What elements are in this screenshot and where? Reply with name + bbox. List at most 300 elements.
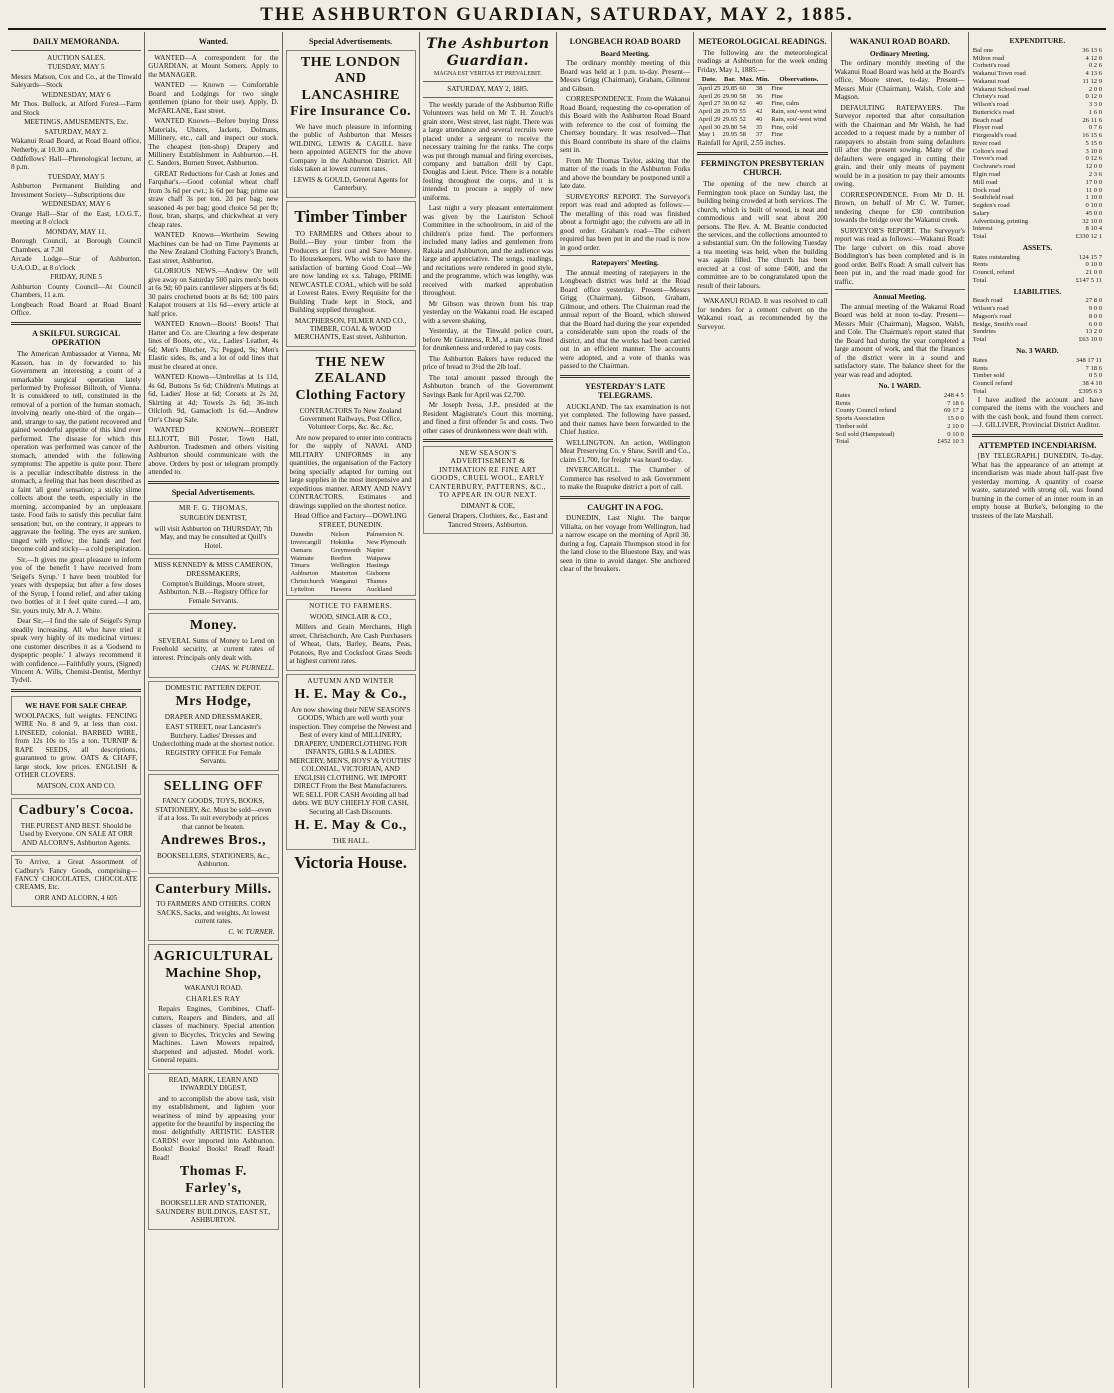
fancy-goods-ad <box>11 855 141 907</box>
canterbury-heading: Canterbury Mills. <box>155 881 272 897</box>
column-1 <box>8 32 145 1388</box>
article-paragraph: Sir,—It gives me great pleasure to inform you of the benefit I have received from 'Seigel's Syrup.' I have been troubled for years with dyspepsia; but after a few doses of the Syrup, I found relief, and after taking two bottles of it I feel quite cured.—I am, Sir, yours truly, Mr A. J. White. <box>11 555 142 615</box>
table-row <box>835 400 965 408</box>
cell: Corbett's road <box>972 62 1010 70</box>
hodge-ad <box>148 681 278 771</box>
wanted-ad: WANTED — Known — Comfortable Board and Lodgings for two single gentlemen (piano for their use). Apply, D. McFARLANE, East street. <box>148 81 279 115</box>
branch: New Plymouth <box>366 539 407 547</box>
cell: 54 <box>739 123 746 131</box>
cell: Wilson's road <box>972 101 1009 109</box>
hodge-name: Mrs Hodge, <box>175 694 252 710</box>
branch: Waipawa <box>366 554 391 562</box>
cell: 0 5 0 <box>1088 372 1102 380</box>
cell: 1 6 0 <box>1088 108 1102 116</box>
read-body: and to accomplish the above task, visit my establishment, and lighten your weariness of mind by appeasing your appetite for the beautiful by inspecting the most delightfully ARTISTIC EASTER CARDS! ever imported into Ashburton. Books! Books! Books! Read! Read! Read! <box>152 1094 275 1162</box>
cell: 38 4 10 <box>1082 380 1102 388</box>
table-row <box>972 62 1103 70</box>
column-6 <box>694 32 831 1388</box>
cell: April 25 <box>698 84 721 92</box>
table-row <box>972 117 1103 125</box>
wakanui-paragraph: CORRESPONDENCE. From Mr D. H. Brown, on behalf of Mr C. W. Turner, tendering cheque for £30 contribution towards the bridge over the Wakanui creek. <box>834 190 965 225</box>
table-row <box>972 261 1103 269</box>
wanted-ad: WANTED Known—Umbrellas at 1s 11d, 4s 6d, Buttons 5s 6d; Children's Mutings at 6d, Ladies' Hose at 6d; Corsets at 2s 2d, Skirting at 4d; Towels 2s 6d; 36-inch Oilcloth 9d, Gamacloth 1s 6d.—Andrew Orr's Cheap Sale. <box>148 373 279 424</box>
branch: Lyttelton <box>290 585 315 593</box>
cell: April 28 <box>698 108 721 116</box>
cell: 35 <box>755 123 763 131</box>
branch: Masterton <box>330 570 358 578</box>
cell: Soil sold (Hampstead) <box>835 430 895 438</box>
money-ad <box>148 613 278 677</box>
branch: Wanganui <box>330 577 358 585</box>
table-row <box>835 415 965 423</box>
wanted-ad: GREAT Reductions for Cash at Jones and Farquhar's.—Good colonial wheat chaff from 3s 6d per cwt.; ls 6d per bag; prime oat straw chaff 3s per ton. 2d per bag; new seasoned 4s per bag; good choice 5d per lb; flour, bran, sharps, and chickwheat at very cheap rates. <box>148 169 279 229</box>
read-heading: READ, MARK, LEARN AND INWARDLY DIGEST, <box>168 1075 258 1093</box>
ward-heading: No. 1 WARD. <box>878 381 921 391</box>
table-row <box>972 225 1103 233</box>
newspaper-columns <box>8 32 1106 1388</box>
table-row <box>972 277 1103 285</box>
table-row <box>972 194 1103 202</box>
timber-heading: Timber Timber <box>294 206 407 226</box>
memo-item: Borough Council, at Borough Council Chambers, at 7.30 <box>11 237 142 254</box>
canterbury-signature: C. W. TURNER. <box>228 927 275 936</box>
cell: 36 13 6 <box>1082 46 1102 54</box>
cell: 36 <box>755 92 763 100</box>
branch: Nelson <box>330 531 350 539</box>
table-row <box>697 100 827 108</box>
paper-date: SATURDAY, MAY 2, 1885. <box>447 85 529 94</box>
news-paragraph: The total amount passed through the Ashburton branch of the Government Savings Bank for April was £2,700. <box>422 373 553 399</box>
memo-item: AUCTION SALES. <box>47 53 106 62</box>
table-row <box>972 372 1103 380</box>
table-row <box>972 380 1103 388</box>
longbeach-heading: LONGBEACH ROAD BOARD <box>569 37 681 46</box>
longbeach-paragraph: From Mr Thomas Taylor, asking that the matter of the roads in the Ashburton Forks and above the boundary be postponed until a late date. <box>560 156 691 191</box>
ratepayers-heading: Ratepayers' Meeting. <box>591 258 659 268</box>
cell: 26 11 6 <box>1082 116 1102 124</box>
branch: Reefton <box>330 554 352 562</box>
cell: Timber sold <box>835 422 868 430</box>
column-8 <box>969 32 1106 1388</box>
branch: Ashburton <box>290 570 319 578</box>
cell: 248 4 5 <box>943 391 964 399</box>
table-row <box>835 392 965 400</box>
column-7 <box>832 32 969 1388</box>
cell: Colton's road <box>972 147 1008 155</box>
cell: Rents <box>835 399 851 407</box>
wakanui-heading: WAKANUI ROAD BOARD. <box>849 37 950 46</box>
memo-item: Ashburton Permanent Building and Investment Society—Subscriptions due <box>11 182 142 199</box>
cell: 32 10 0 <box>1082 217 1102 225</box>
farley-name: Thomas F. Farley's, <box>179 1164 247 1196</box>
ratepayers-body: The annual meeting of ratepayers in the Longbeach district was held at the Road Board office yesterday. Present—Messrs Grigg (Chairman), Gibson, Graham, Gilmour, and others. The Chairman read the annual report of the Board, which showed that the Board had during the year expended a considerable sum upon the roads of the district, and that the works had been carried out in an efficient manner. The accounts were adopted, and a vote of thanks was passed to the Chairman. <box>560 268 691 371</box>
branch: Dunedin <box>290 531 314 539</box>
news-paragraph: Mr Joseph Ivess, J.P., presided at the Resident Magistrate's Court this morning, and fined a first offender 5s and costs. Two other cases of drunkenness were dealt with. <box>422 401 553 435</box>
cell: Total <box>972 387 987 395</box>
cell: 62 <box>739 100 746 108</box>
table-row <box>972 148 1103 156</box>
cell: Wakanui School road <box>972 85 1030 93</box>
cell: 13 2 0 <box>1085 328 1102 336</box>
cell: Cochrane's road <box>972 163 1016 171</box>
clothing-signature: Head Office and Factory—DOWLING STREET, DUNEDIN. <box>294 512 407 529</box>
table-row <box>972 171 1103 179</box>
table-row <box>972 269 1103 277</box>
assets-heading: ASSETS. <box>1022 242 1053 252</box>
cell: 3 3 0 <box>1088 101 1102 109</box>
cell: 9 0 0 <box>1088 305 1102 313</box>
table-row <box>972 55 1103 63</box>
table-row <box>972 321 1103 329</box>
cell: Fine, calm <box>771 100 800 108</box>
ad-body: THE PUREST AND BEST. Should be Used by Everyone. ON SALE AT ORR AND ALCORN'S, Ashburton Agents. <box>19 821 133 847</box>
ad-heading: Cadbury's Cocoa. <box>18 803 134 819</box>
table-row <box>835 423 965 431</box>
fire-heading: THE LONDON AND LANCASHIRE Fire Insurance Co. <box>290 54 412 120</box>
cell: Total <box>972 336 987 344</box>
table-row <box>697 116 827 124</box>
cell: 40 <box>755 115 763 123</box>
table-row <box>972 78 1103 86</box>
wakanui-paragraph: The ordinary monthly meeting of the Wakanui Road Board was held at the Board's office, Moore street, to-day. Present—Messrs Muir (Chairman), Walsh, Cole and Magson. <box>834 59 965 102</box>
cell: Magson's road <box>972 312 1012 320</box>
cell: 29.65 <box>722 115 738 123</box>
branch: Christchurch <box>290 577 325 585</box>
may-body: Are now showing their NEW SEASON'S GOODS, Which are well worth your inspection. They comprise the Newest and Best of every kind of MILLINERY, DRAPERY, UNDERCLOTHING FOR INFANTS, GIRLS & LADIES. MERCERY, MEN'S, BOYS' & YOUTHS' COLONIAL, VICTORIAN, AND ENGLISH CLOTHING. WE IMPORT DIRECT From the Best Manufacturers. WE SELL FOR CASH Avoiding all bad debts. WE BUY CHIEFLY FOR CASH, Securing all Cash Discounts. <box>289 705 412 816</box>
meteorological-intro: The following are the meteorological readings at Ashburton for the week ending Friday, May 1, 1885:— <box>697 48 828 74</box>
machine-body: Repairs Engines, Combines, Chaff-cutters, Reapers and Binders, and all classes of machinery. Special attention given to Bicycles, Tricycles and Sewing Machines. Lawn Mowers repaired, sharpened and adjusted. Model work. General repairs. <box>152 1005 275 1065</box>
memo-item: TUESDAY, MAY 5 <box>47 63 105 72</box>
table-row <box>972 313 1103 321</box>
cell: 29.85 <box>722 84 738 92</box>
assets-table <box>972 254 1103 285</box>
selling-body: FANCY GOODS, TOYS, BOOKS, STATIONERY, &c. Must be sold—even if at a loss. To suit everybody at prices that cannot be beaten. <box>155 797 272 831</box>
cell: Timber sold <box>972 372 1005 380</box>
memo-item: WEDNESDAY, MAY 6 <box>41 90 111 99</box>
cell: Total <box>972 276 987 284</box>
branches-table <box>290 531 412 593</box>
fire-insurance-ad <box>286 50 416 198</box>
machine-heading: AGRICULTURAL Machine Shop, <box>153 949 274 981</box>
wakanui-paragraph: DEFAULTING RATEPAYERS. The Surveyor reported that after consultation with the Chairman and Mr Walsh, he had acceded to a request made by a number of ratepayers to abstain from suing defaulters till after the present sowing. Many of the defaulters were engaged in cutting their grain, and their only means of payment would be in a position to pay their amounts owing. <box>834 103 965 189</box>
branch: Hawera <box>330 585 352 593</box>
table-row <box>972 328 1103 336</box>
liabilities-table <box>972 297 1103 344</box>
branch: Greymouth <box>330 546 361 554</box>
cell: 4 13 6 <box>1085 70 1102 78</box>
cell: Sundries <box>972 328 996 336</box>
audit-note: I have audited the account and have compared the items with the vouchers and with the cash book, and found them correct.—J. GILLIVER, Provincial District Auditor. <box>971 395 1103 430</box>
cell: £63 10 0 <box>1078 336 1102 344</box>
special-ads-heading: Special Advertisements. <box>309 37 393 46</box>
table-row <box>972 155 1103 163</box>
column-3 <box>283 32 420 1388</box>
cell: £147 5 11 <box>1075 276 1102 284</box>
branch: Oamaru <box>290 546 312 554</box>
memo-item: Ashburton County Council—At Council Chambers, 11 a.m. <box>11 282 142 300</box>
cell: Rates <box>835 391 851 399</box>
table-header: Min. <box>755 76 770 84</box>
column-4 <box>420 32 557 1388</box>
table-row <box>835 407 965 415</box>
table-row <box>972 365 1103 373</box>
memo-item: MEETINGS, AMUSEMENTS, Etc. <box>24 118 129 127</box>
memo-list <box>11 54 141 318</box>
money-signature: CHAS. W. PURNELL. <box>211 664 275 673</box>
branch: Invercargill <box>290 539 322 547</box>
cell: 0 12 0 <box>1085 93 1102 101</box>
cell: Ployer road <box>972 124 1004 132</box>
money-body: SEVERAL Sums of Money to Lend on Freehold security, at current rates of interest. Principals only dealt with. <box>152 636 275 662</box>
cell: Sports Association <box>835 415 885 423</box>
cell: Rates outstanding <box>972 253 1020 261</box>
cadbury-ad <box>11 798 141 852</box>
branch: Thames <box>366 577 388 585</box>
cell: 12 0 0 <box>1085 163 1102 171</box>
wood-heading: NOTICE TO FARMERS. <box>309 602 393 611</box>
table-row <box>835 438 965 446</box>
liabilities-heading: LIABILITIES. <box>1013 286 1062 296</box>
cell: Rates <box>972 356 988 364</box>
branch: Hastings <box>366 562 390 570</box>
hodge-title: DRAPER AND DRESSMAKER, <box>164 712 262 721</box>
cell: April 27 <box>698 100 721 108</box>
news-paragraph: The Ashburton Bakers have reduced the price of bread to 3½d the 2lb loaf. <box>422 354 553 372</box>
cell: April 29 <box>698 115 721 123</box>
timber-signature: MACPHERSON, FILMER AND CO., TIMBER, COAL & WOOD MERCHANTS, East street, Ashburton. <box>294 316 408 342</box>
table-row <box>697 124 827 132</box>
cell: Beach road <box>972 297 1003 305</box>
table-row <box>972 124 1103 132</box>
andrewes-body: BOOKSELLERS, STATIONERS, &c., Ashburton. <box>156 851 270 869</box>
table-row <box>972 297 1103 305</box>
memo-item: FRIDAY, JUNE 5 <box>50 273 102 282</box>
cell: 6 0 0 <box>1088 320 1102 328</box>
cell: 124 15 7 <box>1078 253 1102 261</box>
column-5 <box>557 32 694 1388</box>
memo-item: Wakanui Road Board, at Road Board office, Netherby, at 10.30 a.m. <box>11 137 142 154</box>
cell: Rain, sou'-west wind <box>771 115 827 123</box>
ward3-heading: No. 3 WARD. <box>1016 346 1059 355</box>
machine-shop-ad <box>148 944 278 1069</box>
clothing-sub: CONTRACTORS To New Zealand Government Railways, Post Office, Volunteer Corps, &c. &c. &c. <box>299 406 402 432</box>
dentist-title: SURGEON DENTIST, <box>179 514 247 523</box>
cell: 38 <box>755 84 763 92</box>
table-row <box>972 70 1103 78</box>
selling-off-ad <box>148 774 278 874</box>
cell: £395 6 3 <box>1078 387 1102 395</box>
longbeach-paragraph: CORRESPONDENCE. From the Wakanui Road Board, requesting the co-operation of this Board with the Ashburton Road Board with reference to the cost of forming the Chertsey boundary. It was resolved—That this Board contribute its share of the claims sent in. <box>560 95 691 155</box>
church-heading: FERMINGTON PRESBYTERIAN CHURCH. <box>700 158 825 178</box>
paper-title: The Ashburton Guardian. <box>426 36 550 69</box>
cell: Wakanui road <box>972 77 1010 85</box>
memo-item: Messrs Matson, Cox and Co., at the Tinwald Saleyards—Stock <box>11 72 142 90</box>
machine-sub: WAKANUI ROAD. <box>184 984 243 993</box>
ad-body: WOOLPACKS, full weights. FENCING WIRE No. 8 and 9, at less than cost. LINSEED, colonial. BARBED WIRE, from 12s 10s to 15s a ton. TURNIP & RAPE SEEDS, all descriptions, guaranteed to grow. OATS & CHAFF, large stock, low prices. ENGLISH & OTHER CLOVERS. <box>15 711 138 780</box>
cell: £452 10 3 <box>937 438 964 446</box>
cell: 16 15 6 <box>1082 132 1102 140</box>
cell: 8 10 4 <box>1085 225 1102 233</box>
cell: 0 2 6 <box>1088 62 1102 70</box>
wanted-ad: WANTED Known—Boots! Boots! That Hatter and Co. are Clearing a few desperate lines of Boots, etc., viz., Ladies' Leather, 4s 6d; Men's Blucher, 7s; Pegged, 9s; Men's Elastic sides, 8s, and a lot of odd lines that must be cleared at once. <box>148 320 279 371</box>
cell: Elgin road <box>972 170 1001 178</box>
cell: 69 17 2 <box>943 407 964 415</box>
ward1-table <box>835 392 965 446</box>
cell: 42 <box>755 108 763 116</box>
cell: 60 <box>739 84 746 92</box>
table-row <box>697 131 827 139</box>
table-row <box>972 187 1103 195</box>
annual-meeting-heading: Annual Meeting. <box>873 292 927 301</box>
dentist-ad <box>148 501 278 555</box>
cell: Fine <box>771 84 783 92</box>
cell: 52 <box>739 115 746 123</box>
cell: 29.70 <box>722 108 738 116</box>
cell: May 1 <box>698 131 716 139</box>
surgical-operation-heading: A SKILFUL SURGICAL OPERATION <box>31 328 121 348</box>
cell: 11 0 0 <box>1085 186 1102 194</box>
cell: River road <box>972 139 1001 147</box>
table-row <box>972 47 1103 55</box>
ad-body: To Arrive, a Great Assortment of Cadbury's Fancy Goods, comprising—FANCY CHOCOLATES, CHOCOLATE CREAMS, Etc. <box>15 858 138 892</box>
rainfall-note: Rainfall for April, 2.55 inches. <box>697 139 786 148</box>
incendiarism-heading: ATTEMPTED INCENDIARISM. <box>978 440 1097 450</box>
table-row <box>972 86 1103 94</box>
dimant-address: General Drapers, Clothiers, &c., East and Tancred Streets, Ashburton. <box>428 512 548 529</box>
special-ads-heading: Special Advertisements. <box>171 487 255 497</box>
masthead-title: THE ASHBURTON GUARDIAN, SATURDAY, MAY 2, 1885. <box>8 4 1106 30</box>
branch: Napier <box>366 546 385 554</box>
cell: 29.80 <box>722 123 738 131</box>
may-heading: AUTUMN AND WINTER <box>307 676 394 685</box>
cell: Rain, sou'-west wind <box>771 108 827 116</box>
telegram: AUCKLAND. The tax examination is not yet completed. The following have passed, and their names have been forwarded to the Chief Justice. <box>560 402 691 437</box>
table-header: Bar. <box>721 76 738 84</box>
table-row <box>972 132 1103 140</box>
cell: County Council refund <box>835 407 897 415</box>
may-address: THE HALL. <box>332 836 369 845</box>
cell: Rents <box>972 261 988 269</box>
table-row <box>972 233 1103 241</box>
dressmakers-body: Compton's Buildings, Moore street, Ashburton. N.B.—Registry Office for Female Servants. <box>158 579 268 605</box>
table-row <box>972 210 1103 218</box>
cell: 30.00 <box>722 100 738 108</box>
cell: Beach road <box>972 116 1003 124</box>
cell: 0 10 0 <box>1085 202 1102 210</box>
canterbury-mills-ad <box>148 877 278 941</box>
meteorological-table <box>697 76 827 139</box>
cell: 40 <box>755 100 763 108</box>
cell: 29.95 <box>722 131 738 139</box>
victoria-house-heading: Victoria House. <box>294 853 407 873</box>
table-header: Observations. <box>770 76 827 84</box>
cell: Wilson's road <box>972 305 1009 313</box>
cell: 0 10 0 <box>947 430 964 438</box>
cell: Bal one <box>972 46 994 54</box>
cell: Interest <box>972 225 993 233</box>
cell: 4 12 0 <box>1085 54 1102 62</box>
cell: Mill road <box>972 178 998 186</box>
dimant-body: NEW SEASON'S ADVERTISEMENT & INTIMATION RE FINE ART GOODS, CRUEL WOOL, EARLY CANTERBURY, PATTERNS, &C., TO APPEAR IN OUR NEXT. <box>429 449 547 500</box>
cell: Total <box>972 233 987 241</box>
fire-body: We have much pleasure in informing the public of Ashburton that Messrs WILDING, LEWIS & CAGILL have been appointed AGENTS for the above Company in the Ashburton District. All risks taken at lowest current rates. <box>289 122 412 174</box>
dimant-name: DIMANT & COE, <box>460 501 515 510</box>
paper-motto: MAGNA EST VERITAS ET PREVALEBIT. <box>433 71 542 78</box>
wood-name: WOOD, SINCLAIR & CO., <box>309 612 392 621</box>
incendiarism-body: [BY TELEGRAPH.] DUNEDIN, To-day. What has the appearance of an attempt at incendiarism was made about half-past five yesterday morning. A quantity of coarse waste, saturated with strong oil, was found burning in the corner of an inner room in an empty house at Burke's, belonging to the trustees of the late Marshall. <box>971 452 1103 520</box>
dentist-body: will visit Ashburton on THURSDAY, 7th May, and may be consulted at Quill's Hotel. <box>154 524 273 550</box>
cell: £330 12 1 <box>1075 233 1102 241</box>
money-heading: Money. <box>189 618 237 634</box>
table-header: Max. <box>739 76 754 84</box>
dentist-name: MR F. G. THOMAS, <box>178 503 248 512</box>
branch: Palmerston N. <box>366 531 405 539</box>
cell: Trevor's road <box>972 155 1008 163</box>
table-row <box>972 305 1103 313</box>
timber-ad <box>286 201 416 347</box>
dressmakers-ad <box>148 558 278 610</box>
cell: 7 18 6 <box>1085 364 1102 372</box>
news-paragraph: Last night a very pleasant entertainment was given by the Lauriston School Committee in the schoolroom, in aid of the children's prize fund. The performers included many ladies and gentlemen from Rakaia and Ashburton, and the audience was large and appreciative. The songs, readings, and recitations were rendered in good style, and the programme, which was lengthy, was received with marked approbation throughout. <box>422 204 553 298</box>
memo-item: WEDNESDAY, MAY 6 <box>41 200 111 209</box>
memo-item: TUESDAY, MAY 5 <box>47 172 105 181</box>
wanted-ad: WANTED—A correspondent for the GUARDIAN, at Mount Somers. Apply to the MANAGER. <box>148 53 279 79</box>
cell: 2 10 0 <box>947 422 964 430</box>
memo-item: Orange Hall—Star of the East, I.O.G.T., meeting at 8 o'clock <box>11 209 142 227</box>
longbeach-paragraph: SURVEYORS' REPORT. The Surveyor's report was read and adopted as follows:—The metalling of this road was finished about a fortnight ago; the culverts are all in good order. Graham's road—The culvert required has been put in and the road is now in good order. <box>560 192 691 252</box>
memo-item: SATURDAY, MAY 2. <box>44 127 108 136</box>
cell: Council, refund <box>972 269 1015 277</box>
dressmakers-name: MISS KENNEDY & MISS CAMERON, DRESSMAKERS, <box>154 561 273 578</box>
cell: 8 0 0 <box>1088 312 1102 320</box>
cell: Fine <box>771 92 783 100</box>
wood-body: Millers and Grain Merchants, High street, Christchurch, Are Cash Purchasers of Wheat, Oats, Barley, Beans, Peas, Potatoes, Rye and Cocksfoot Grass Seeds at highest current rates. <box>289 623 412 666</box>
table-row <box>972 93 1103 101</box>
cell: 29.90 <box>722 92 738 100</box>
may-signature: H. E. May & Co., <box>294 818 407 834</box>
table-row <box>972 254 1103 262</box>
news-paragraph: Yesterday, at the Tinwald police court, before Mr Guinness, R.M., a man was fined for drunkenness and ordered to pay costs. <box>422 327 553 353</box>
table-row <box>972 179 1103 187</box>
machine-name: CHARLES RAY <box>186 994 241 1003</box>
column-2 <box>145 32 282 1388</box>
wood-sinclair-ad <box>286 599 416 670</box>
expenditure-heading: EXPENDITURE. <box>1009 36 1066 45</box>
table-row <box>972 336 1103 344</box>
cell: 2 0 0 <box>1088 85 1102 93</box>
cell: 7 18 6 <box>947 399 964 407</box>
wanted-heading: Wanted. <box>198 37 229 46</box>
table-row <box>697 84 827 92</box>
cell: Christy's road <box>972 93 1010 101</box>
cell: 55 <box>739 108 746 116</box>
table-header: Date. <box>697 76 721 84</box>
wanted-ad: WANTED KNOWN—ROBERT ELLIOTT, Bill Poster, Town Hall, Ashburton. Tradesmen and others visiting Ashburton should communicate with the above. Orders by post or telegram promptly attended to. <box>148 426 279 477</box>
ward3-table <box>972 357 1103 396</box>
cell: 58 <box>739 92 746 100</box>
cell: April 30 <box>698 123 721 131</box>
branch: Gisborne <box>366 570 391 578</box>
cell: April 26 <box>698 92 721 100</box>
cell: 3 10 0 <box>1085 147 1102 155</box>
cell: 2 3 6 <box>1088 170 1102 178</box>
cell: Wakanui Town road <box>972 70 1026 78</box>
table-row <box>972 109 1103 117</box>
cell: Fitzgerald's road <box>972 132 1017 140</box>
memo-item: Oddfellows' Hall—Phrenological lecture, at 8 p.m. <box>11 155 142 172</box>
cell: Advertising, printing <box>972 217 1029 225</box>
selling-heading: SELLING OFF <box>163 778 263 794</box>
